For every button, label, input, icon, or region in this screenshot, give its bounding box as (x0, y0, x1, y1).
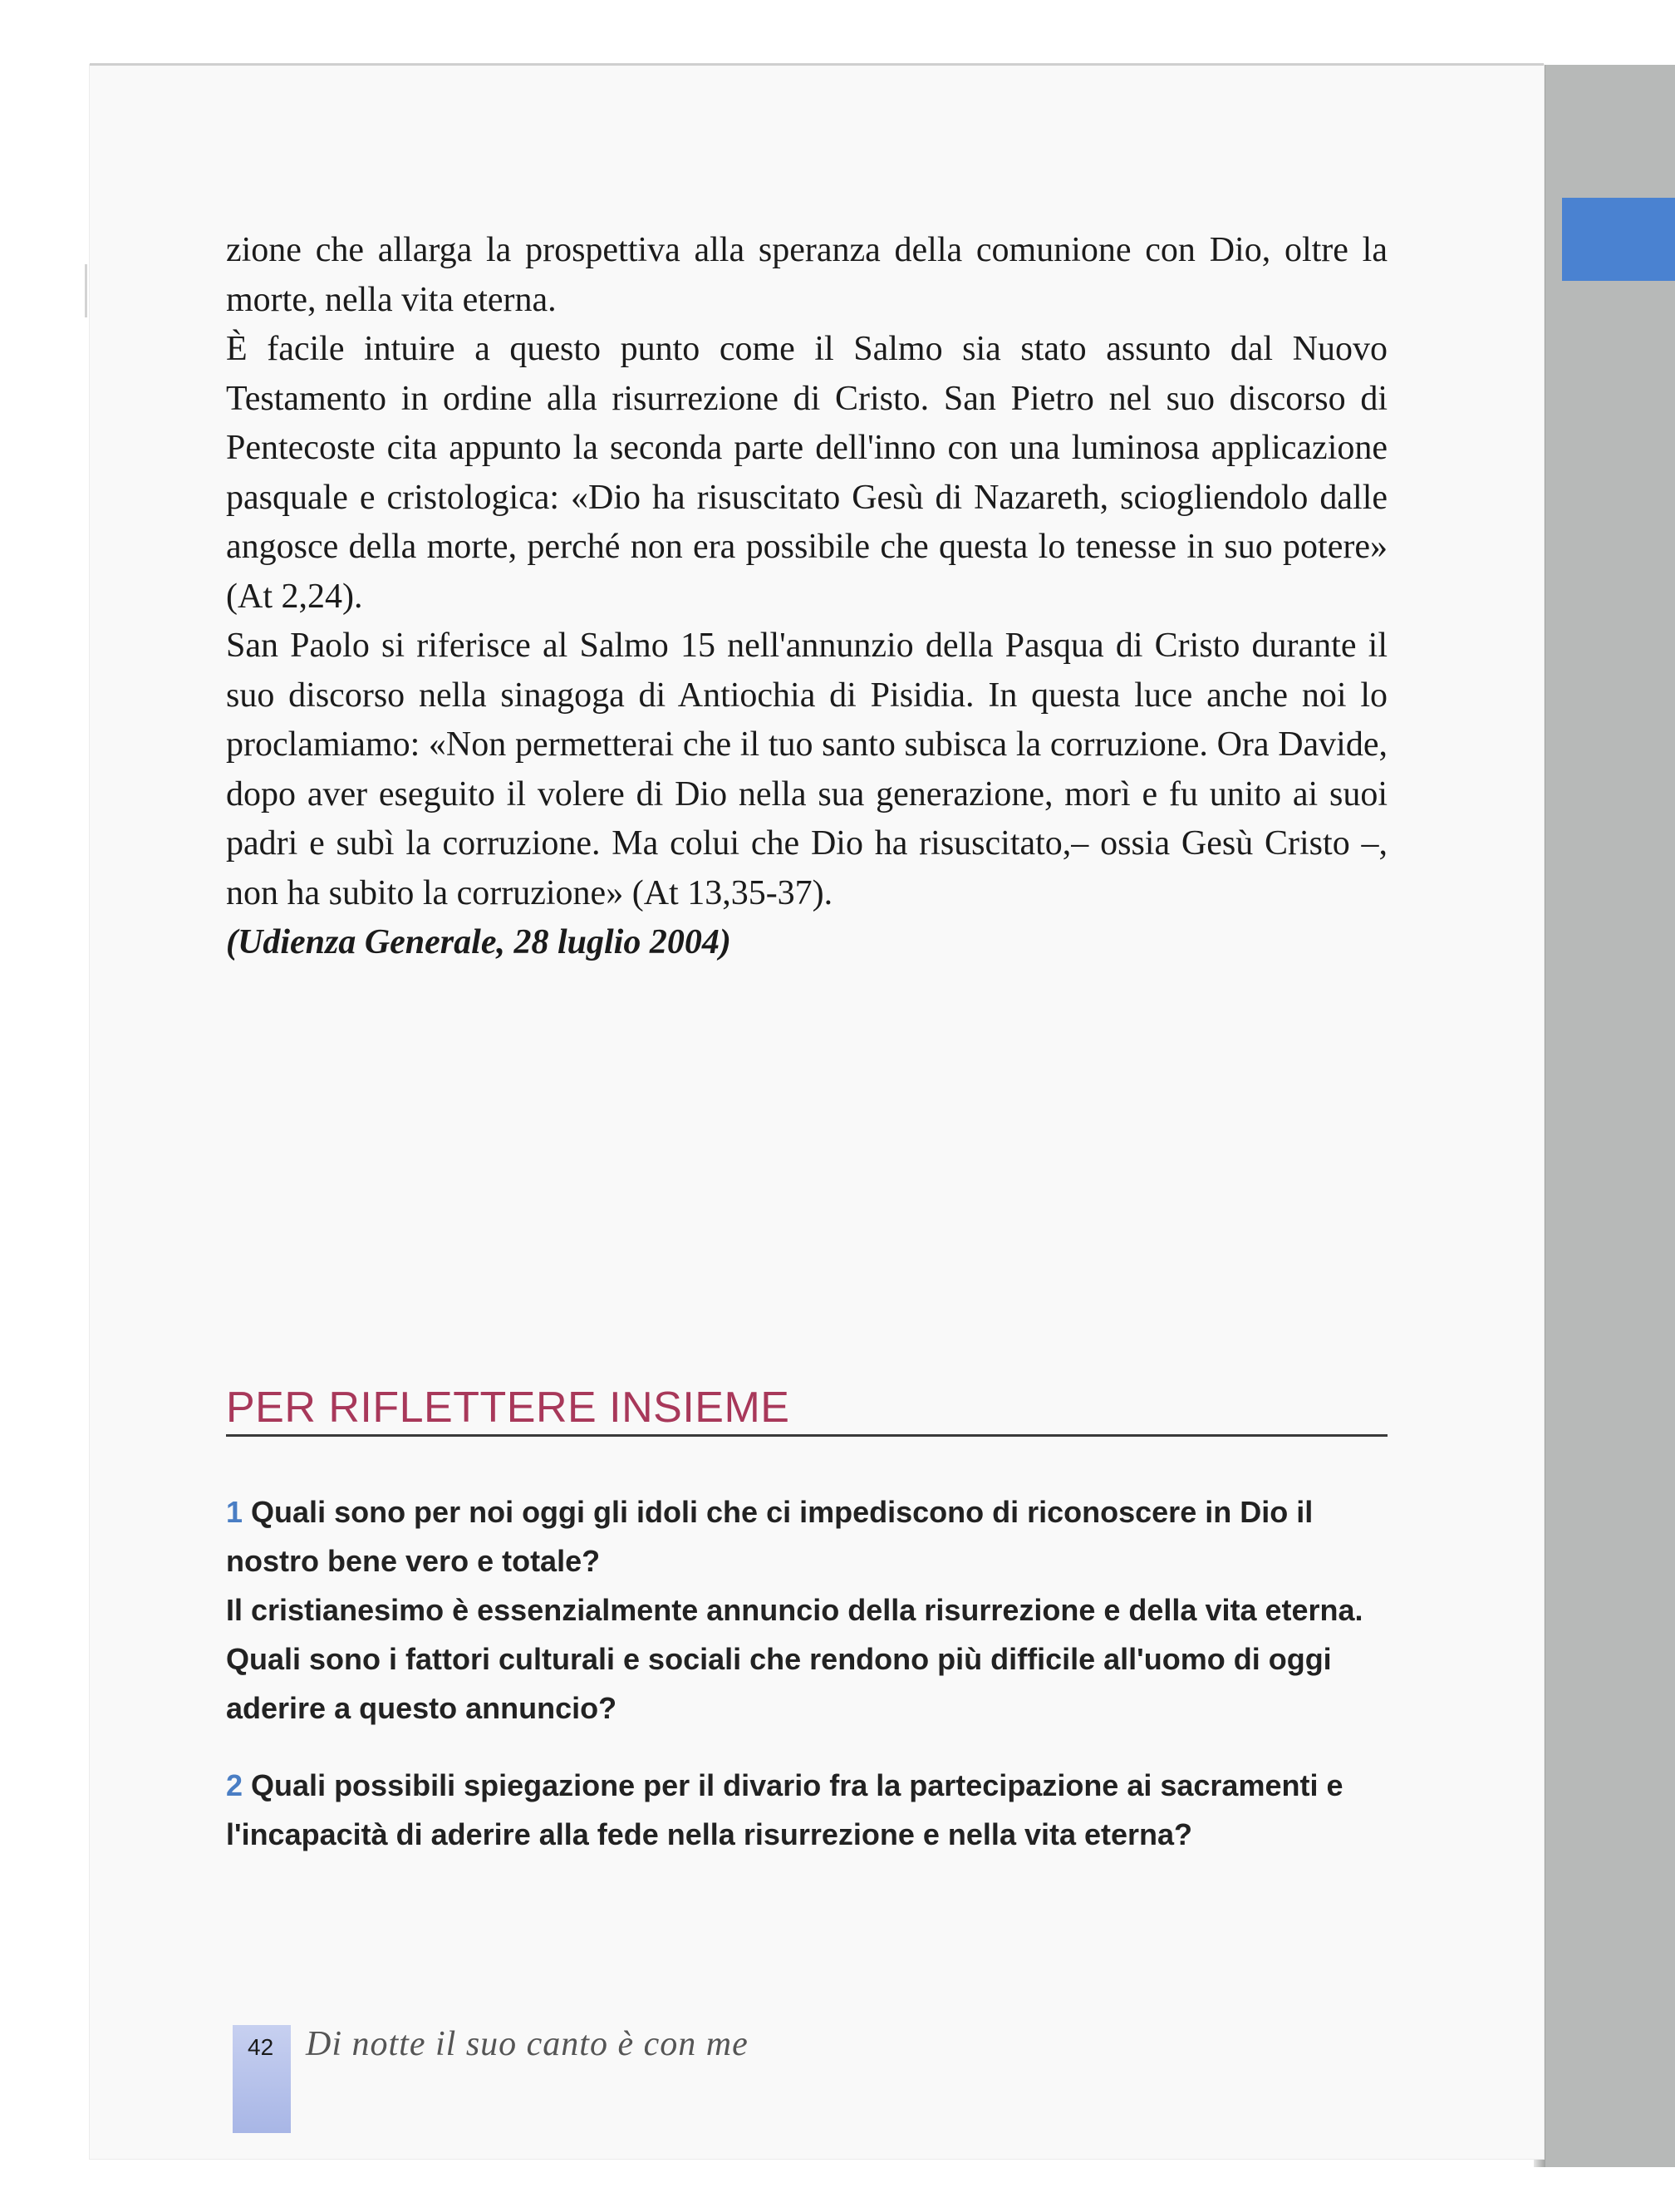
question-line: Quali sono per noi oggi gli idoli che ci impediscono di riconoscere in Dio il nostro bene vero e totale? (226, 1495, 1314, 1578)
running-title: Di notte il suo canto è con me (306, 2025, 749, 2063)
paragraph: È facile intuire a questo punto come il Salmo sia stato assunto dal Nuovo Testamento in ordine alla risurrezione di Cristo. San Pietro nel suo discorso di Pentecoste cita appunto la seconda parte dell'inno con una luminosa applicazione pasquale e cristologica: «Dio ha risuscitato Gesù di Nazareth, sciogliendolo dalle angosce della morte, perché non era possibile che questa lo tenesse in suo potere» (At 2,24). (226, 330, 1388, 616)
question-list (226, 1487, 1388, 1859)
section-title: PER RIFLETTERE INSIEME (226, 1384, 790, 1432)
question-number: 1 (226, 1495, 243, 1529)
paragraph: zione che allarga la prospettiva alla speranza della comunione con Dio, oltre la morte, nella vita eterna. (226, 231, 1388, 319)
question-text: Il cristianesimo è essenzialmente annuncio della risurrezione e della vita eterna. Quali sono i fattori culturali e sociali che rendono più difficile all'uomo di oggi aderire a questo annuncio? (226, 1593, 1363, 1725)
question-item (226, 1761, 1388, 1859)
page-number: 42 (248, 2034, 274, 2060)
question-text (226, 1487, 1388, 1585)
question-item (226, 1487, 1388, 1733)
question-text (226, 1761, 1388, 1859)
source-citation: (Udienza Generale, 28 luglio 2004) (226, 923, 731, 961)
page-top-edge (90, 63, 1544, 66)
body-text (226, 226, 1388, 968)
chapter-tab-marker (1562, 198, 1675, 281)
paragraph: San Paolo si riferisce al Salmo 15 nell'annunzio della Pasqua di Cristo durante il suo discorso nella sinagoga di Antiochia di Pisidia. In questa luce anche noi lo proclamiamo: «Non permetterai che il tuo santo subisca la corruzione. Ora Davide, dopo aver eseguito il volere di Dio nella sua generazione, morì e fu unito ai suoi padri e subì la corruzione. Ma colui che Dio ha risuscitato,– ossia Gesù Cristo –, non ha subito la corruzione» (At 13,35-37). (226, 627, 1388, 912)
binding-mark (85, 264, 87, 317)
adjacent-page (1544, 65, 1675, 2167)
section-divider (226, 1434, 1388, 1437)
question-line: Quali possibili spiegazione per il divario fra la partecipazione ai sacramenti e l'incapacità di aderire alla fede nella risurrezione e nella vita eterna? (226, 1768, 1343, 1851)
question-number: 2 (226, 1768, 243, 1802)
